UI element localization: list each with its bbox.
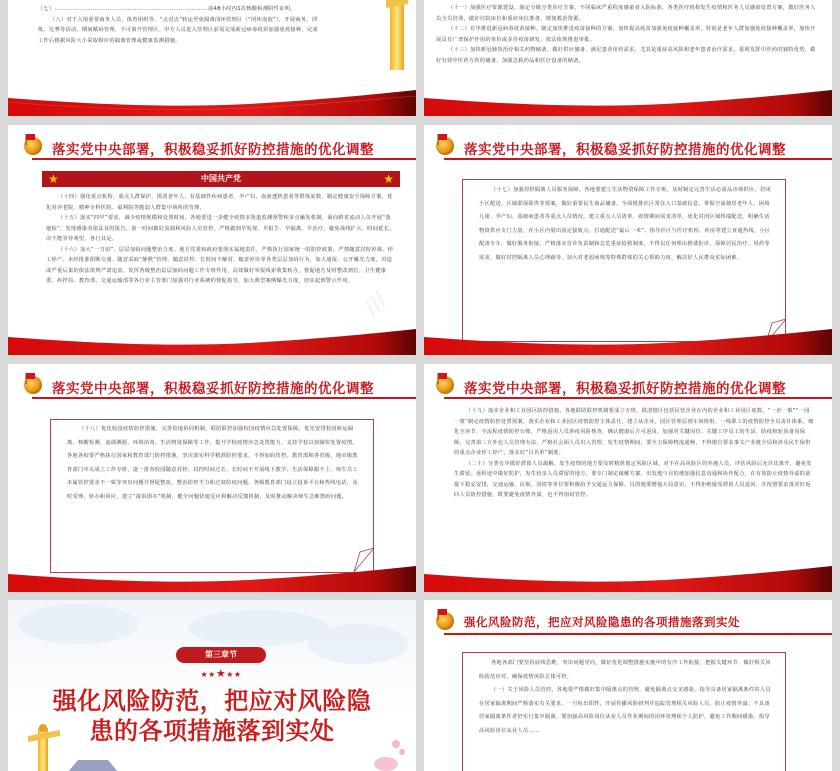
red-ribbon-decoration bbox=[8, 566, 416, 592]
slide-header bbox=[22, 372, 416, 400]
slide-header bbox=[434, 372, 832, 400]
paragraph: （十六）加大“一刀切”、层层加码问题整治力度。地方党委和政府要落实属地责任，严格执行国家统一的防控政策，严禁随意封校停课、停工停产、未经批准阻断交通、随意采取“静默”管理、随意封控、长时间不解封、随意停诊等各类层层加码行为，加大通报、公开曝光力度，对造成严重后果的依法依规严肃追责。发挥各级整治层层加码问题工作专班作用，高效做好举报线索收集转办，督促地方及时整改到位。卫生健康委、疾控局、教育部、交通运输部等各行业主管部门加强对行业系统的督促指导，加大典型案例曝光力度，切实起到警示作用。 bbox=[46, 246, 394, 284]
slide-title: 落实党中央部署，积极稳妥抓好防控措施的优化调整 bbox=[52, 142, 374, 158]
slide-1[interactable] bbox=[8, 0, 416, 116]
party-badge-icon bbox=[434, 372, 456, 394]
paragraph: （二十）分类有序做好滞留人员疏解。发生疫情的地方要及时精准划定风险区域，对不在高风险区的外地人员，评估风险后允许其离开，避免发生滞留。返程途中做好防护，发生较多人员滞留的地方，要专门制定疏解方案，出发地与目的地加强信息沟通和协作配合，在有效防止疫情外溢的前提下稳妥安排，交通运输、民航、国铁等单位要积极给予交通运力保障。目的地要增强大局意识，不得拒绝接受滞留人员返回，并按照要求落实好返回人员防控措施，既要避免疫情外溢，也不得加码管控。 bbox=[454, 460, 812, 498]
content-box bbox=[50, 419, 374, 573]
chapter-title bbox=[18, 686, 406, 746]
star-icon: ★ bbox=[226, 670, 234, 679]
header-underline bbox=[32, 397, 416, 399]
banner-text: 中国共产党 bbox=[201, 174, 241, 183]
slide-8[interactable] bbox=[424, 600, 832, 771]
header-underline bbox=[444, 633, 832, 635]
party-badge-icon bbox=[434, 133, 456, 155]
cloud-decoration bbox=[18, 604, 138, 644]
huabiao-pillar-icon bbox=[26, 724, 62, 771]
stars-row bbox=[188, 667, 254, 680]
red-ribbon-decoration bbox=[8, 329, 416, 355]
content-box bbox=[462, 179, 786, 342]
cloud-decoration bbox=[308, 624, 408, 664]
red-ribbon-decoration bbox=[424, 566, 832, 592]
slide-header bbox=[22, 133, 416, 161]
paragraph: （八）对于入境重要商务人员、体育团组等，“点对点”转运至免隔离闭环管理区（“闭环泡泡”），开展商务、训练、比赛等活动，期间赋码管理，不可离开管理区。中方人员进入管理区前需完成新冠病毒疫苗加强免疫接种，完成工作后根据风险大小采取相应的隔离管理或健康监测措施。 bbox=[38, 16, 318, 44]
paragraph: （十八）优化校园疫情防控措施。完善校地协同机制，联防联控加强校园疫情应急处置保障，优先安排校园转运隔离、核酸检测、流调溯源、环境消毒、生活物资保障等工作，提升学校疫情应急处置能力，支持学校以快制快处置疫情。各地各校要严格执行国家和教育部门防控措施，坚决落实科学精准防控要求，不得加码管控。教育部和各省级、地市级教育部门牵头成立工作专班，逐一排查校园随意封控、封控时间过长、长时间不开展线下教学、生活保障跟不上、师生员工本属管控要求不一致等突出问题并督促整改，整治防控不力和过度防疫问题。各级教育部门设立投诉平台和热线电话，及时受理、转办和回应，建立“接诉即办”机制，健全问题快速反应和解决反馈机制，及时推动解决师生急难愁盼问题。 bbox=[67, 426, 358, 500]
paragraph: （十七）加强封控隔离人员服务保障。各地要建立生活物资保障工作专班，及时制定完善生活必需品市场供应、封闭小区配送、区域联保联供等预案，做好重要民生商品储备。全面摸排社区常住人口基础信息，掌握空巢独居老年人、困境儿童、孕产妇、基础病患者等重点人员情况，建立重点人员清单、疫情期间需求清单，优化封闭区域终端配送，明确生活物资供应专门力量，在小区内划出固定接收点，打通配送“最后一米”。指导社区与医疗机构、药房等建立直通热线，小区配备专车，做好服务衔接，严格落实首诊负责制和急危重症抢救制度，不得以任何理由推诿拒诊，保障居民治疗、用药等需求，做好封控隔离人员心理疏导，加大对老弱病残等特殊群体的关心帮助力度，解决好人民群众实际困难。 bbox=[479, 187, 771, 261]
star-icon: ★ bbox=[48, 172, 59, 186]
paragraph: （十九）落实企业和工业园区防控措施。各地联防联控机制要成立专班，摸清辖区包括民营企业在内的企业和工业园区底数，“一企一策”“一园一策”制定疫情防控处置预案，落实企业和工业园区疫情防控主体责任，建立从企业、园区管理层到车间班组、一线职工的疫情防控全员责任体系，细化全环节、全流程疫情防控台账，严格返岗人员涉疫风险核查，确认健康后方可返岗，加强对关键岗位、关键工序员工的生活、防疫和轮岗备岗保障，完善第三方外包人员管理办法，严格社会面人员出入管理，发生疫情期间，要全力保障物流通畅，不得擅自要求事关产业链全局和涉及民生保供的重点企业停工停产，落实好“白名单”制度。 bbox=[454, 408, 814, 456]
slide-header bbox=[434, 133, 832, 161]
slide-title: 落实党中央部署，积极稳妥抓好防控措施的优化调整 bbox=[464, 381, 786, 397]
star-icon: ★ bbox=[208, 670, 216, 679]
star-icon: ★ bbox=[215, 667, 227, 680]
content-box bbox=[462, 652, 786, 771]
huabiao-pillar-icon bbox=[382, 0, 412, 80]
slide-2-body bbox=[436, 3, 820, 66]
paragraph: （一）关于风险人员管控。各地要严格做好集中隔离点的管理，避免隔离点交叉感染。指导具备居家隔离条件的人员在居家隔离期间严格落实有关要求，一旦检出阳性，开展传播风险研判并追踪管理相关风险人员，防止疫情外溢；不具备居家隔离条件者仍实行集中隔离。要加强高风险岗位从业人员作业期间的闭环管理和个人防护，避免工作期间感染。指导高风险岗位从业人员…… bbox=[479, 687, 771, 734]
party-badge-icon bbox=[434, 608, 456, 630]
slide-2[interactable] bbox=[424, 0, 832, 116]
cloud-decoration bbox=[188, 610, 328, 646]
party-banner bbox=[42, 171, 400, 187]
star-icon: ★ bbox=[200, 670, 209, 679]
header-underline bbox=[444, 397, 832, 399]
header-underline bbox=[444, 158, 832, 160]
slide-title: 落实党中央部署，积极稳妥抓好防控措施的优化调整 bbox=[52, 381, 374, 397]
header-underline bbox=[32, 158, 416, 160]
red-ribbon-decoration bbox=[424, 90, 832, 116]
party-badge-icon bbox=[22, 133, 44, 155]
watermark: /// bbox=[358, 286, 392, 320]
gate-roof-icon bbox=[68, 758, 118, 771]
star-icon: ★ bbox=[233, 670, 242, 679]
chapter-label-pill: 第三章节 bbox=[176, 647, 266, 663]
slide-6[interactable] bbox=[424, 364, 832, 592]
slide-header bbox=[434, 608, 832, 636]
paragraph: 各地各部门要坚持底线思维，突出问题导向，做好优化调整措施实施中的有序工作衔接，把握关键环节，做好相关风险防范应对，确保疫情风险总体可控。 bbox=[479, 660, 771, 680]
chapter-title-line-2: 患的各项措施落到实处 bbox=[89, 717, 335, 745]
chapter-title-line-1: 强化风险防范，把应对风险隐 bbox=[52, 687, 372, 715]
lotus-flower-icon bbox=[366, 738, 406, 771]
slide-title: 强化风险防范，把应对风险隐患的各项措施落到实处 bbox=[464, 615, 740, 629]
slide-3-body bbox=[46, 192, 396, 287]
paragraph: （十三）加快新冠肺炎治疗相关药物储备。做好供应储备，满足患者用药需求，尤其是重症高风险和老年患者治疗需求，重视发挥中医药的独特优势，做好有效中医药方药的储备，加强急救药品和医疗设备的储备。 bbox=[436, 47, 816, 64]
slide-6-body bbox=[454, 406, 814, 501]
paragraph: （十五）落实“四早”要求，减少疫情规模和处置时间。各地要进一步健全疫情多渠道监测预警和多点触发机制，面向跨省流动人员开展“落地检”，发现感染者依法及时报告，第一时间做好流调和风险人员管控，严格做到早发现、早报告、早隔离、早治疗，避免战线扩大、时间延长，决不能等待观望、各行其是。 bbox=[46, 215, 395, 242]
paragraph: （十四）强化重点机构、重点人群保护。摸清老年人、有基础性疾病患者、孕产妇、血液透析患者等群体底数，制定健康安全保障方案，优化对养老院、精神专科医院、福利院等脆弱人群集中场所的管理。 bbox=[46, 194, 393, 211]
slide-3[interactable] bbox=[8, 125, 416, 355]
party-badge-icon bbox=[22, 372, 44, 394]
star-icon: ★ bbox=[383, 172, 394, 186]
slide-title: 落实党中央部署，积极稳妥抓好防控措施的优化调整 bbox=[464, 142, 786, 158]
red-ribbon-decoration bbox=[8, 90, 416, 116]
paragraph: （十二）有序推进新冠病毒疫苗接种。制定加快推进疫苗接种的方案，加快提高疫苗加强免疫接种覆盖率，特别是老年人群加强免疫接种覆盖率，加快开展具有广谱保护作用的单价或多价疫苗研发，依法依规推进审批。 bbox=[436, 26, 816, 43]
slide-5[interactable] bbox=[8, 364, 416, 592]
slide-4[interactable] bbox=[424, 125, 832, 355]
paragraph: （十一）加强医疗资源建设。制定分级分类诊疗方案，不同临床严重程度感染者入院标准，各类医疗机构发生疫情和医务人员感染处置方案，做好医务人员全员培训，做好住院床位和重症床位准备，增加救治资源。 bbox=[436, 5, 816, 22]
paragraph: （七）…………………………………………………………………………前48小时内1次核酸检测阴性证明。 bbox=[38, 6, 296, 12]
slide-7-chapter-cover[interactable] bbox=[8, 600, 416, 771]
slide-1-body bbox=[38, 4, 320, 46]
red-ribbon-decoration bbox=[424, 329, 832, 355]
